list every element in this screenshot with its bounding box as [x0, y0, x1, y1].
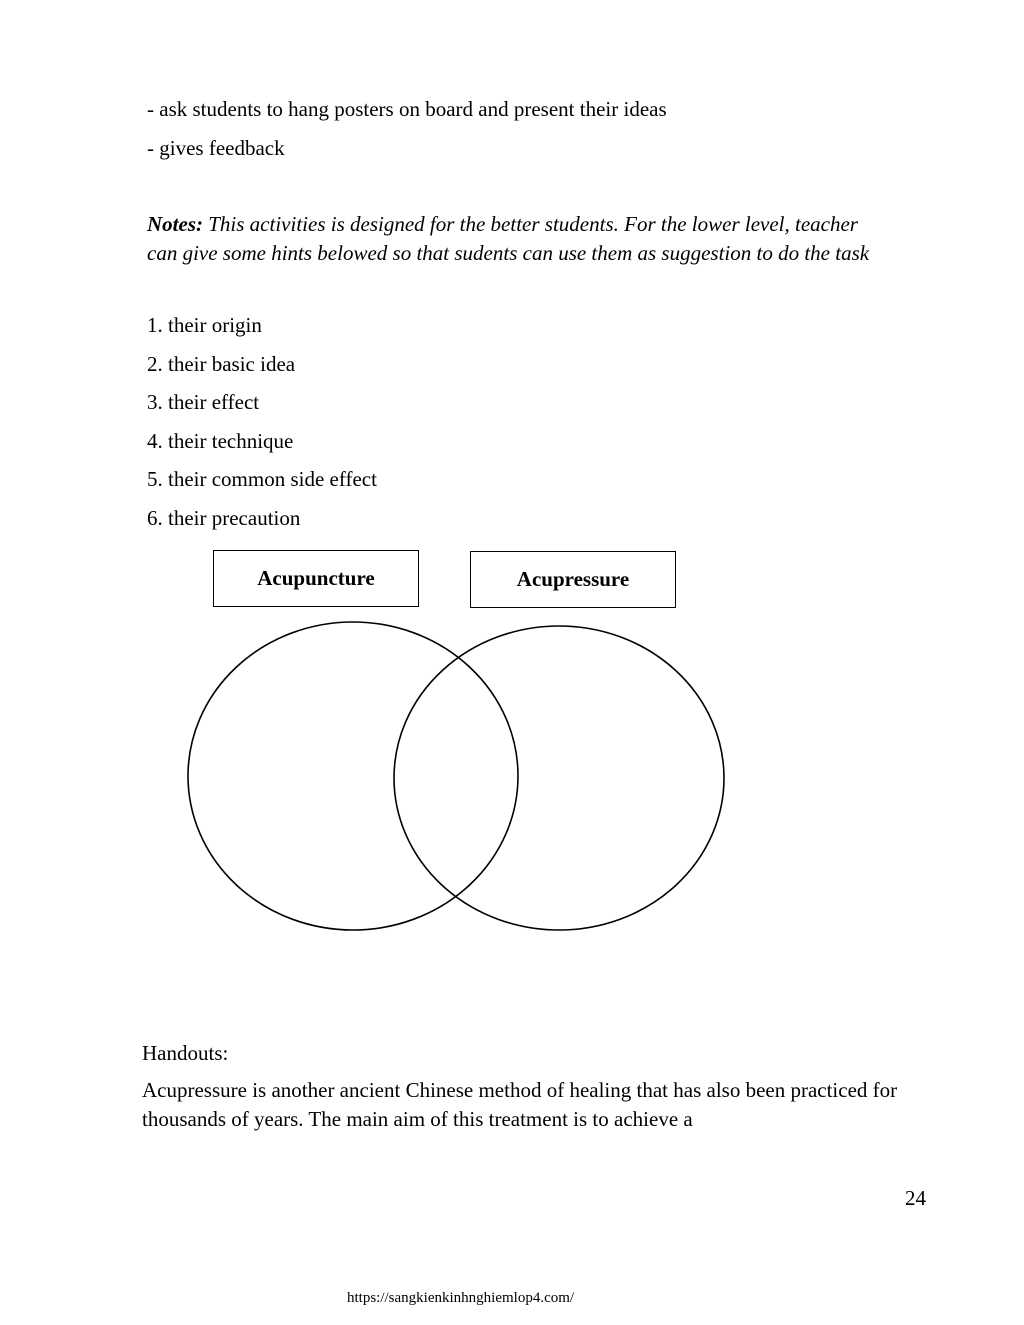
- hint-item-precaution: 6. their precaution: [147, 505, 301, 530]
- instruction-line-hang-posters: - ask students to hang posters on board and present their ideas: [147, 97, 667, 121]
- handouts-paragraph: Acupressure is another ancient Chinese method of healing that has also been practiced for thousands of years. The main aim of this treatment is to achieve a: [142, 1078, 898, 1131]
- venn-circle-left: [188, 622, 518, 930]
- hint-item-side-effect: 5. their common side effect: [147, 467, 377, 492]
- instruction-line-feedback: - gives feedback: [147, 136, 285, 160]
- hint-item-origin: 1. their origin: [147, 313, 262, 337]
- page-number: 24: [905, 1186, 926, 1210]
- hint-item-effect: 3. their effect: [147, 390, 260, 415]
- notes-text: This activities is designed for the better students. For the lower level, teacher can give some hints belowed so that sudents can use them as suggestion to do the task: [147, 212, 870, 265]
- footer-url: https://sangkienkinhnghiemlop4.com/: [347, 1290, 575, 1306]
- handouts-heading: Handouts:: [142, 1041, 229, 1065]
- venn-label-right: Acupressure: [470, 551, 676, 608]
- hint-item-basic-idea: 2. their basic idea: [147, 351, 296, 376]
- venn-circle-right: [394, 626, 724, 930]
- venn-label-left: Acupuncture: [213, 550, 419, 607]
- notes-label: Notes:: [147, 212, 203, 236]
- hint-item-technique: 4. their technique: [147, 428, 294, 453]
